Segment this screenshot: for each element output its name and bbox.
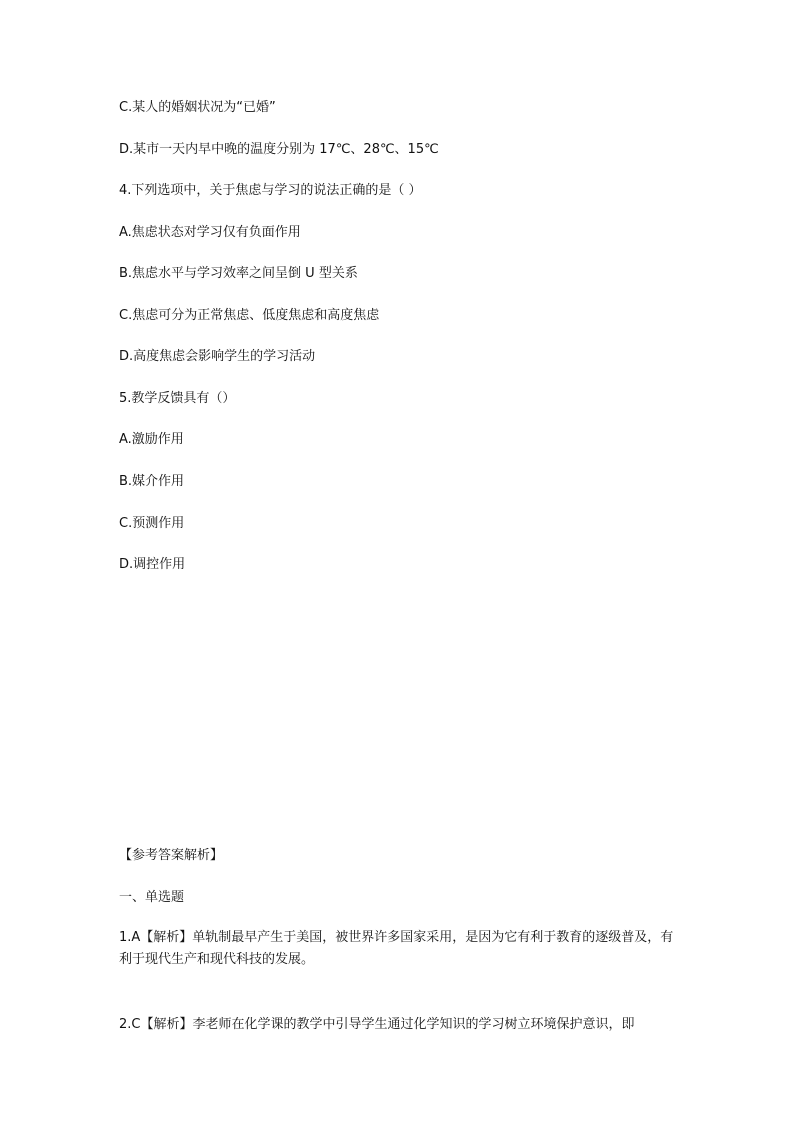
question-5-option-b: B.媒介作用 — [119, 474, 185, 489]
question-4-option-b: B.焦虑水平与学习效率之间呈倒 U 型关系 — [119, 266, 358, 281]
option-c-previous-question: C.某人的婚姻状况为“已婚” — [119, 100, 276, 115]
question-5-option-c: C.预测作用 — [119, 516, 185, 531]
question-5-option-a: A.激励作用 — [119, 432, 184, 447]
question-5-option-d: D.调控作用 — [119, 557, 186, 572]
answers-heading: 【参考答案解析】 — [119, 848, 224, 863]
question-4-stem: 4.下列选项中，关于焦虑与学习的说法正确的是（ ） — [119, 183, 422, 198]
answers-section-title: 一、单选题 — [119, 890, 185, 905]
question-4-option-a: A.焦虑状态对学习仅有负面作用 — [119, 225, 301, 240]
answer-item-1: 1.A【解析】单轨制最早产生于美国，被世界许多国家采用，是因为它有利于教育的逐级普及，有利于现代生产和现代科技的发展。 — [119, 930, 674, 967]
answer-item-2: 2.C【解析】李老师在化学课的教学中引导学生通过化学知识的学习树立环境保护意识，即 — [119, 1017, 635, 1032]
option-d-previous-question: D.某市一天内早中晚的温度分别为 17℃、28℃、15℃ — [119, 142, 439, 157]
question-5-stem: 5.教学反馈具有（） — [119, 391, 236, 406]
question-4-option-d: D.高度焦虑会影响学生的学习活动 — [119, 349, 316, 364]
question-4-option-c: C.焦虑可分为正常焦虑、低度焦虑和高度焦虑 — [119, 308, 380, 323]
